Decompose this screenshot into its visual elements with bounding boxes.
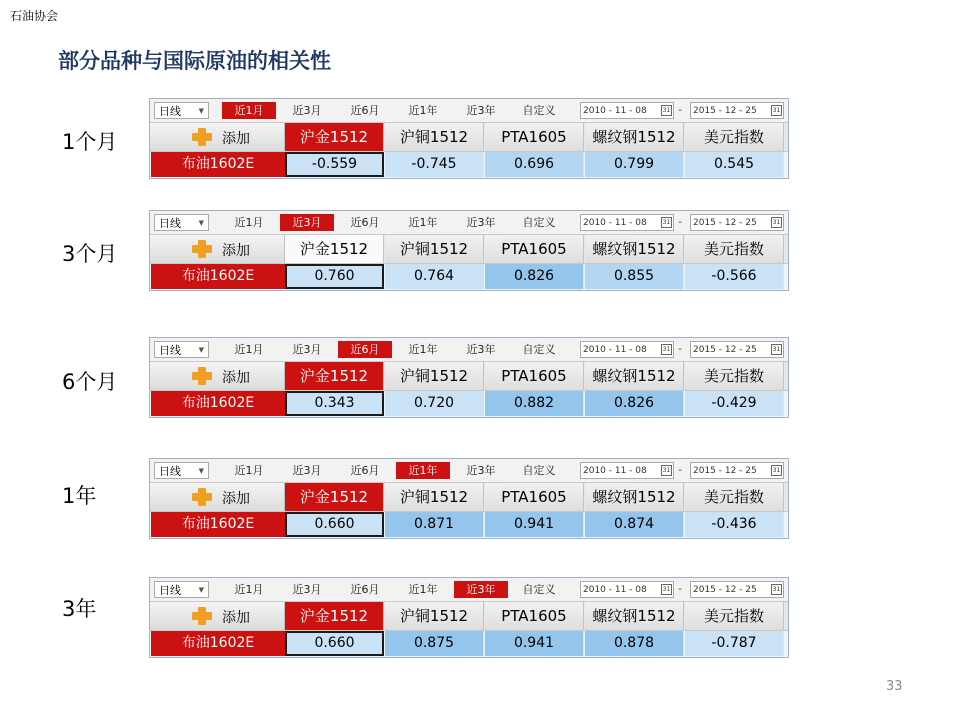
table-row: [150, 264, 788, 290]
correlation-cell[interactable]: 0.760: [285, 264, 384, 289]
add-button-label: 添加: [222, 131, 250, 147]
start-date-field[interactable]: [580, 102, 674, 119]
start-date-field[interactable]: [580, 581, 674, 598]
column-header[interactable]: 沪铜1512: [385, 123, 484, 151]
end-date-field[interactable]: [690, 102, 784, 119]
period-select[interactable]: [154, 341, 209, 358]
column-header[interactable]: 美元指数: [685, 123, 784, 151]
end-date-field[interactable]: [690, 214, 784, 231]
end-date-field[interactable]: [690, 581, 784, 598]
column-header[interactable]: 沪铜1512: [385, 602, 484, 630]
period-select-value: 日线: [159, 465, 181, 478]
calendar-icon[interactable]: 31: [662, 346, 671, 353]
toolbar: [150, 578, 788, 602]
correlation-cell[interactable]: 0.874: [585, 512, 684, 537]
range-button[interactable]: 自定义: [522, 216, 556, 229]
range-button[interactable]: 近1年: [408, 216, 438, 229]
add-button[interactable]: [150, 362, 285, 390]
chevron-down-icon: ▼: [198, 346, 204, 354]
table-header-row: [150, 483, 788, 512]
correlation-cell[interactable]: 0.941: [485, 512, 584, 537]
range-button[interactable]: 近3月: [292, 583, 322, 596]
range-button[interactable]: 近1月: [222, 102, 276, 119]
start-date-value: 2010 - 11 - 08: [583, 106, 647, 116]
range-button[interactable]: 近1年: [408, 104, 438, 117]
range-button[interactable]: 近6月: [338, 341, 392, 358]
end-date-value: 2015 - 12 - 25: [693, 218, 757, 228]
end-date-value: 2015 - 12 - 25: [693, 345, 757, 355]
table-row: [150, 391, 788, 417]
correlation-cell[interactable]: 0.826: [485, 264, 584, 289]
toolbar: [150, 211, 788, 235]
range-button[interactable]: 近1月: [234, 464, 264, 477]
correlation-cell[interactable]: -0.566: [685, 264, 784, 289]
column-header[interactable]: 美元指数: [685, 602, 784, 630]
end-date-value: 2015 - 12 - 25: [693, 585, 757, 595]
range-button[interactable]: 近3年: [454, 581, 508, 598]
range-button[interactable]: 近3年: [466, 216, 496, 229]
range-button[interactable]: 近3月: [292, 343, 322, 356]
start-date-value: 2010 - 11 - 08: [583, 466, 647, 476]
correlation-cell[interactable]: 0.875: [385, 631, 484, 656]
toolbar: [150, 99, 788, 123]
range-button[interactable]: 近1月: [234, 583, 264, 596]
date-separator: -: [678, 465, 682, 476]
range-button[interactable]: 近3年: [466, 464, 496, 477]
period-select[interactable]: [154, 214, 209, 231]
range-button[interactable]: 自定义: [522, 104, 556, 117]
chevron-down-icon: ▼: [198, 467, 204, 475]
plus-icon: [192, 488, 212, 506]
start-date-field[interactable]: [580, 341, 674, 358]
correlation-cell[interactable]: -0.429: [685, 391, 784, 416]
range-button[interactable]: 近1月: [234, 343, 264, 356]
range-button[interactable]: 近3月: [292, 104, 322, 117]
base-instrument-cell[interactable]: 布油1602E: [151, 264, 285, 289]
column-header[interactable]: PTA1605: [485, 483, 584, 511]
column-header[interactable]: 沪金1512: [285, 123, 384, 151]
plus-icon: [192, 607, 212, 625]
correlation-cell[interactable]: -0.436: [685, 512, 784, 537]
stock-correlation-panel: [149, 458, 789, 539]
calendar-icon[interactable]: 31: [772, 586, 781, 593]
calendar-icon[interactable]: 31: [772, 219, 781, 226]
add-button[interactable]: [150, 602, 285, 630]
calendar-icon[interactable]: 31: [772, 107, 781, 114]
column-header[interactable]: 螺纹钢1512: [585, 602, 684, 630]
column-header[interactable]: 美元指数: [685, 483, 784, 511]
base-instrument-cell[interactable]: 布油1602E: [151, 152, 285, 177]
range-button[interactable]: 近6月: [350, 583, 380, 596]
correlation-cell[interactable]: 0.882: [485, 391, 584, 416]
start-date-field[interactable]: [580, 214, 674, 231]
slide-title: 部分品种与国际原油的相关性: [58, 49, 331, 73]
correlation-cell[interactable]: 0.660: [285, 512, 384, 537]
period-label: 1个月: [62, 130, 118, 154]
date-separator: -: [678, 344, 682, 355]
period-select-value: 日线: [159, 217, 181, 230]
range-button[interactable]: 近1年: [408, 343, 438, 356]
table-header-row: [150, 235, 788, 264]
correlation-cell[interactable]: 0.545: [685, 152, 784, 177]
start-date-value: 2010 - 11 - 08: [583, 345, 647, 355]
end-date-field[interactable]: [690, 462, 784, 479]
end-date-value: 2015 - 12 - 25: [693, 106, 757, 116]
calendar-icon[interactable]: 31: [772, 467, 781, 474]
column-header[interactable]: 螺纹钢1512: [585, 483, 684, 511]
add-button[interactable]: [150, 483, 285, 511]
range-button[interactable]: 近1年: [408, 583, 438, 596]
calendar-icon[interactable]: 31: [662, 219, 671, 226]
column-header[interactable]: 螺纹钢1512: [585, 235, 684, 263]
range-button[interactable]: 近3年: [466, 104, 496, 117]
range-button[interactable]: 近6月: [350, 104, 380, 117]
add-button-label: 添加: [222, 491, 250, 507]
range-button[interactable]: 自定义: [522, 583, 556, 596]
period-select[interactable]: [154, 581, 209, 598]
plus-icon: [192, 128, 212, 146]
period-select[interactable]: [154, 102, 209, 119]
range-button[interactable]: 自定义: [522, 343, 556, 356]
range-button[interactable]: 近6月: [350, 216, 380, 229]
correlation-cell[interactable]: 0.878: [585, 631, 684, 656]
plus-icon: [192, 367, 212, 385]
range-button[interactable]: 近6月: [350, 464, 380, 477]
calendar-icon[interactable]: 31: [662, 586, 671, 593]
add-button-label: 添加: [222, 370, 250, 386]
toolbar: [150, 338, 788, 362]
correlation-cell[interactable]: 0.855: [585, 264, 684, 289]
stock-correlation-panel: [149, 98, 789, 179]
correlation-cell[interactable]: 0.941: [485, 631, 584, 656]
correlation-cell[interactable]: -0.745: [385, 152, 484, 177]
column-header[interactable]: PTA1605: [485, 602, 584, 630]
column-header[interactable]: 螺纹钢1512: [585, 123, 684, 151]
correlation-cell[interactable]: 0.343: [285, 391, 384, 416]
range-button[interactable]: 自定义: [522, 464, 556, 477]
base-instrument-cell[interactable]: 布油1602E: [151, 631, 285, 656]
period-select-value: 日线: [159, 105, 181, 118]
period-label: 3个月: [62, 242, 118, 266]
period-select[interactable]: [154, 462, 209, 479]
table-row: [150, 152, 788, 178]
table-header-row: [150, 602, 788, 631]
calendar-icon[interactable]: 31: [662, 107, 671, 114]
end-date-value: 2015 - 12 - 25: [693, 466, 757, 476]
correlation-cell[interactable]: 0.799: [585, 152, 684, 177]
range-button[interactable]: 近3年: [466, 343, 496, 356]
period-select-value: 日线: [159, 344, 181, 357]
correlation-cell[interactable]: 0.696: [485, 152, 584, 177]
stock-correlation-panel: [149, 337, 789, 418]
range-button[interactable]: 近1年: [396, 462, 450, 479]
range-button[interactable]: 近3月: [292, 464, 322, 477]
period-select-value: 日线: [159, 584, 181, 597]
column-header[interactable]: 沪铜1512: [385, 235, 484, 263]
chevron-down-icon: ▼: [198, 586, 204, 594]
add-button-label: 添加: [222, 610, 250, 626]
chevron-down-icon: ▼: [198, 107, 204, 115]
org-label: 石油协会: [10, 9, 59, 23]
range-button[interactable]: 近1月: [234, 216, 264, 229]
correlation-cell[interactable]: 0.826: [585, 391, 684, 416]
correlation-cell[interactable]: 0.871: [385, 512, 484, 537]
range-button[interactable]: 近3月: [280, 214, 334, 231]
correlation-cell[interactable]: 0.660: [285, 631, 384, 656]
period-label: 3年: [62, 597, 97, 621]
add-button[interactable]: [150, 123, 285, 151]
start-date-value: 2010 - 11 - 08: [583, 585, 647, 595]
column-header[interactable]: 螺纹钢1512: [585, 362, 684, 390]
table-row: [150, 512, 788, 538]
correlation-cell[interactable]: -0.787: [685, 631, 784, 656]
add-button[interactable]: [150, 235, 285, 263]
chevron-down-icon: ▼: [198, 219, 204, 227]
stock-correlation-panel: [149, 210, 789, 291]
correlation-cell[interactable]: 0.720: [385, 391, 484, 416]
calendar-icon[interactable]: 31: [662, 467, 671, 474]
column-header[interactable]: PTA1605: [485, 235, 584, 263]
toolbar: [150, 459, 788, 483]
base-instrument-cell[interactable]: 布油1602E: [151, 391, 285, 416]
column-header[interactable]: 沪铜1512: [385, 362, 484, 390]
page-number: 33: [886, 679, 903, 694]
column-header[interactable]: 沪金1512: [285, 483, 384, 511]
table-header-row: [150, 123, 788, 152]
column-header[interactable]: 美元指数: [685, 235, 784, 263]
plus-icon: [192, 240, 212, 258]
column-header[interactable]: 沪铜1512: [385, 483, 484, 511]
column-header[interactable]: 美元指数: [685, 362, 784, 390]
date-separator: -: [678, 584, 682, 595]
date-separator: -: [678, 217, 682, 228]
add-button-label: 添加: [222, 243, 250, 259]
start-date-value: 2010 - 11 - 08: [583, 218, 647, 228]
start-date-field[interactable]: [580, 462, 674, 479]
correlation-cell[interactable]: -0.559: [285, 152, 384, 177]
column-header[interactable]: 沪金1512: [285, 362, 384, 390]
column-header[interactable]: PTA1605: [485, 123, 584, 151]
period-label: 6个月: [62, 370, 118, 394]
end-date-field[interactable]: [690, 341, 784, 358]
column-header[interactable]: 沪金1512: [285, 235, 384, 263]
date-separator: -: [678, 105, 682, 116]
column-header[interactable]: PTA1605: [485, 362, 584, 390]
calendar-icon[interactable]: 31: [772, 346, 781, 353]
table-header-row: [150, 362, 788, 391]
stock-correlation-panel: [149, 577, 789, 658]
correlation-cell[interactable]: 0.764: [385, 264, 484, 289]
period-label: 1年: [62, 484, 97, 508]
base-instrument-cell[interactable]: 布油1602E: [151, 512, 285, 537]
column-header[interactable]: 沪金1512: [285, 602, 384, 630]
table-row: [150, 631, 788, 657]
